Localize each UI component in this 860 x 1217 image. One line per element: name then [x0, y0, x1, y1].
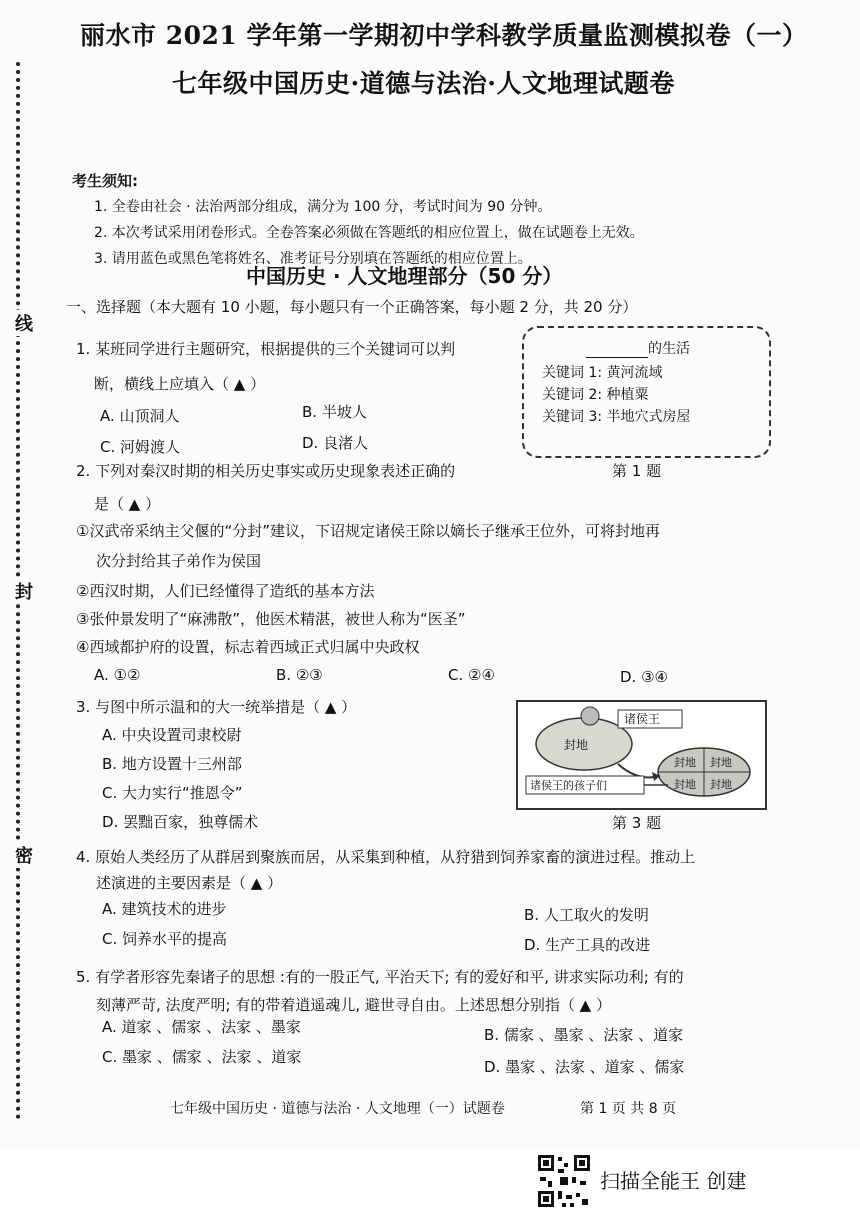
fig-label-children: 诸侯王的孩子们 — [530, 779, 607, 792]
q1-option-a: A. 山顶洞人 — [100, 407, 180, 425]
q1-stem-cont: 断，横线上应填入（ ▲ ） — [94, 375, 266, 393]
q5-option-d: D. 墨家 、法家 、道家 、儒家 — [484, 1058, 685, 1076]
q3-figure — [516, 700, 767, 810]
q1-stem: 1. 某班同学进行主题研究，根据提供的三个关键词可以判 — [76, 340, 456, 358]
scanner-watermark: 扫描全能王 创建 — [600, 1169, 747, 1193]
notice-item: 1. 全卷由社会 · 法治两部分组成，满分为 100 分，考试时间为 90 分钟。 — [94, 199, 552, 215]
q2-statement-2: ②西汉时期，人们已经懂得了造纸的基本方法 — [76, 582, 375, 600]
part-heading: 一、选择题（本大题有 10 小题，每小题只有一个正确答案，每小题 2 分，共 20 分） — [66, 298, 638, 316]
q3-option-c: C. 大力实行“推恩令” — [102, 784, 243, 802]
q1-caption: 第 1 题 — [612, 462, 662, 480]
q4-option-c: C. 饲养水平的提高 — [102, 930, 228, 948]
notice-item: 2. 本次考试采用闭卷形式。全卷答案必须做在答题纸的相应位置上，做在试题卷上无效。 — [94, 225, 644, 241]
binding-mark-mi: 密 — [14, 842, 34, 868]
fig-label-fief: 封地 — [564, 738, 589, 752]
fig-label-fief-split: 封地 — [674, 778, 696, 791]
q4-option-a: A. 建筑技术的进步 — [102, 900, 227, 918]
q2-statement-3: ③张仲景发明了“麻沸散”，他医术精湛，被世人称为“医圣” — [76, 610, 466, 628]
binding-mark-xian: 线 — [14, 310, 34, 336]
q5-stem-cont: 刻薄严苛, 法度严明; 有的带着逍遥魂儿, 避世寻自由。上述思想分别指（ ▲ ） — [96, 996, 611, 1014]
page-footer-title: 七年级中国历史 · 道德与法治 · 人文地理（一）试题卷 — [170, 1101, 505, 1117]
q2-option-b: B. ②③ — [276, 666, 323, 684]
q2-statement-4: ④西域都护府的设置，标志着西域正式归属中央政权 — [76, 638, 420, 656]
keyword-1: 关键词 1: 黄河流域 — [542, 365, 663, 381]
fig-label-lord: 诸侯王 — [624, 712, 661, 726]
q1-option-d: D. 良渚人 — [302, 434, 369, 452]
fill-blank — [586, 343, 648, 358]
page-number: 第 1 页 共 8 页 — [580, 1101, 677, 1117]
fig-label-fief-split: 封地 — [710, 756, 732, 769]
q2-option-c: C. ②④ — [448, 666, 495, 684]
q5-option-c: C. 墨家 、儒家 、法家 、道家 — [102, 1048, 302, 1066]
q3-caption: 第 3 题 — [612, 814, 662, 832]
q3-option-a: A. 中央设置司隶校尉 — [102, 726, 242, 744]
q4-option-b: B. 人工取火的发明 — [524, 906, 649, 924]
exam-title-line2: 七年级中国历史·道德与法治·人文地理试题卷 — [172, 69, 675, 98]
q1-option-b: B. 半坡人 — [302, 403, 367, 421]
q2-option-d: D. ③④ — [620, 668, 668, 686]
qr-code-icon — [536, 1153, 592, 1209]
q5-option-a: A. 道家 、儒家 、法家 、墨家 — [102, 1018, 301, 1036]
q2-option-a: A. ①② — [94, 666, 141, 684]
fig-label-fief-split: 封地 — [710, 778, 732, 791]
q5-option-b: B. 儒家 、墨家 、法家 、道家 — [484, 1026, 684, 1044]
q2-statement-1: ①汉武帝采纳主父偃的“分封”建议，下诏规定诸侯王除以嫡长子继承王位外，可将封地再 — [76, 522, 660, 540]
q2-stem: 2. 下列对秦汉时期的相关历史事实或历史现象表述正确的 — [76, 462, 456, 480]
q2-statement-1-cont: 次分封给其子弟作为侯国 — [96, 552, 262, 570]
section-title: 中国历史 · 人文地理部分（50 分） — [246, 264, 563, 288]
binding-mark-feng: 封 — [14, 578, 34, 604]
q2-stem-cont: 是（ ▲ ） — [94, 495, 161, 513]
q4-stem: 4. 原始人类经历了从群居到聚族而居，从采集到种植，从狩猎到饲养家畜的演进过程。推动上 — [76, 848, 696, 866]
q1-option-c: C. 河姆渡人 — [100, 438, 181, 456]
q3-option-b: B. 地方设置十三州部 — [102, 755, 242, 773]
fig-label-fief-split: 封地 — [674, 756, 696, 769]
notice-heading: 考生须知: — [72, 172, 138, 190]
q1-keyword-box — [522, 326, 771, 458]
q4-stem-cont: 述演进的主要因素是（ ▲ ） — [96, 874, 283, 892]
keyword-box-title — [586, 338, 690, 358]
keyword-3: 关键词 3: 半地穴式房屋 — [542, 409, 691, 425]
keyword-box-title-text: 的生活 — [648, 341, 690, 357]
notice-item: 3. 请用蓝色或黑色笔将姓名、准考证号分别填在答题纸的相应位置上。 — [94, 251, 532, 267]
exam-title-line1: 丽水市 2021 学年第一学期初中学科教学质量监测模拟卷（一） — [80, 21, 808, 50]
q4-option-d: D. 生产工具的改进 — [524, 936, 651, 954]
q5-stem: 5. 有学者形容先秦诸子的思想 :有的一股正气, 平治天下; 有的爱好和平, 讲求实际功利; 有的 — [76, 968, 684, 986]
q3-option-d: D. 罢黜百家，独尊儒术 — [102, 813, 259, 831]
keyword-2: 关键词 2: 种植粟 — [542, 387, 649, 403]
q3-stem: 3. 与图中所示温和的大一统举措是（ ▲ ） — [76, 698, 357, 716]
